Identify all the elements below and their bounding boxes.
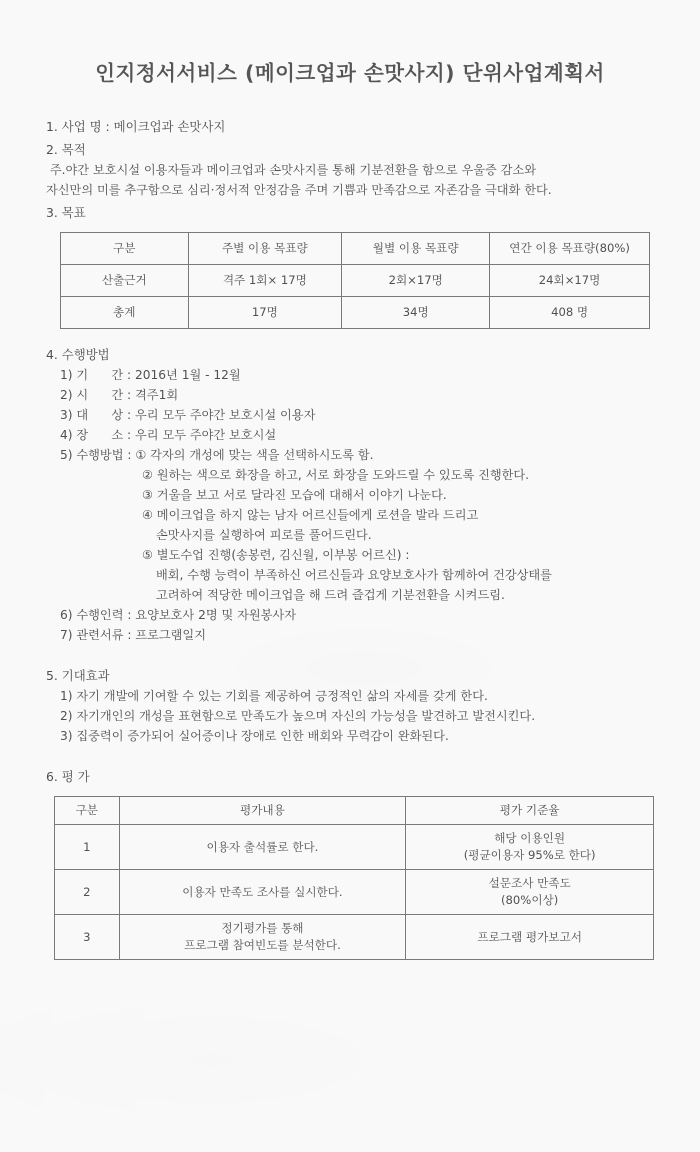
effect-item-3: 3) 집중력이 증가되어 실어증이나 장애로 인한 배회와 무력감이 완화된다. xyxy=(60,729,449,743)
method-documents: 7) 관련서류 : 프로그램일지 xyxy=(60,628,206,642)
document-body xyxy=(0,116,700,960)
section-1-heading: 1. 사업 명 : 메이크업과 손맛사지 xyxy=(46,119,226,134)
eval-row3-criteria: 프로그램 평가보고서 xyxy=(406,915,654,960)
section-4-heading: 4. 수행방법 xyxy=(46,347,110,362)
eval-row1-criteria-sub: (평균이용자 95%로 한다) xyxy=(463,848,596,862)
eval-row3-content-line-1: 정기평가를 통해 xyxy=(221,921,304,935)
method-step-4-cont: 손맛사지를 실행하여 피로를 풀어드린다. xyxy=(156,528,372,542)
eval-row1-criteria-main: 해당 이용인원 xyxy=(494,831,566,845)
goal-row1-monthly: 2회×17명 xyxy=(342,265,490,297)
goal-header-division: 구분 xyxy=(61,233,189,265)
goal-row2-annual: 408 명 xyxy=(490,297,650,329)
goal-row2-label: 총계 xyxy=(61,297,189,329)
eval-header-content: 평가내용 xyxy=(119,797,406,825)
method-step-5: ⑤ 별도수업 진행(송봉련, 김신월, 이부봉 어르신) : xyxy=(142,548,410,562)
method-target: 3) 대 상 : 우리 모두 주야간 보호시설 이용자 xyxy=(60,408,316,422)
eval-row1-no: 1 xyxy=(55,825,120,870)
purpose-line-2: 자신만의 미를 추구함으로 심리·정서적 안정감을 주며 기쁨과 만족감으로 자존감을 극대화 한다. xyxy=(46,183,552,197)
eval-row2-no: 2 xyxy=(55,870,120,915)
evaluation-table xyxy=(54,796,654,960)
table-row xyxy=(61,297,650,329)
eval-row2-criteria-sub: (80%이상) xyxy=(501,893,559,907)
eval-row1-content: 이용자 출석률로 한다. xyxy=(119,825,406,870)
goal-header-annual: 연간 이용 목표량(80%) xyxy=(490,233,650,265)
evaluation-table-header-row xyxy=(55,797,654,825)
effect-item-1: 1) 자기 개발에 기여할 수 있는 기회를 제공하여 긍정적인 삶의 자세를 갖게 한다. xyxy=(60,689,488,703)
method-procedure-label: 5) 수행방법 : ① 각자의 개성에 맞는 색을 선택하시도록 함. xyxy=(60,448,374,462)
goal-row1-weekly: 격주 1회× 17명 xyxy=(188,265,342,297)
table-row xyxy=(55,870,654,915)
section-2-heading: 2. 목적 xyxy=(46,142,86,157)
effect-item-2: 2) 자기개인의 개성을 표현함으로 만족도가 높으며 자신의 가능성을 발견하고 발전시킨다. xyxy=(60,709,536,723)
method-staff: 6) 수행인력 : 요양보호사 2명 및 자원봉사자 xyxy=(60,608,296,622)
method-step-2: ② 원하는 색으로 화장을 하고, 서로 화장을 도와드릴 수 있도록 진행한다. xyxy=(142,468,530,482)
table-row xyxy=(55,915,654,960)
table-row xyxy=(61,265,650,297)
method-period: 1) 기 간 : 2016년 1월 - 12월 xyxy=(60,368,241,382)
table-row xyxy=(55,825,654,870)
section-3-heading: 3. 목표 xyxy=(46,205,86,220)
eval-row3-no: 3 xyxy=(55,915,120,960)
goal-header-weekly: 주별 이용 목표량 xyxy=(188,233,342,265)
section-6-heading: 6. 평 가 xyxy=(46,769,90,784)
goal-table-header-row xyxy=(61,233,650,265)
goal-row1-annual: 24회×17명 xyxy=(490,265,650,297)
eval-row3-content-line-2: 프로그램 참여빈도를 분석한다. xyxy=(184,938,341,952)
eval-row2-content: 이용자 만족도 조사를 실시한다. xyxy=(119,870,406,915)
goal-table xyxy=(60,232,650,329)
eval-header-division: 구분 xyxy=(55,797,120,825)
eval-row3-content xyxy=(119,915,406,960)
page-title: 인지정서서비스 (메이크업과 손맛사지) 단위사업계획서 xyxy=(95,61,605,85)
eval-row2-criteria-main: 설문조사 만족도 xyxy=(488,876,571,890)
method-place: 4) 장 소 : 우리 모두 주야간 보호시설 xyxy=(60,428,277,442)
goal-row1-label: 산출근거 xyxy=(61,265,189,297)
eval-row2-criteria xyxy=(406,870,654,915)
method-step-4: ④ 메이크업을 하지 않는 남자 어르신들에게 로션을 발라 드리고 xyxy=(142,508,479,522)
goal-header-monthly: 월별 이용 목표량 xyxy=(342,233,490,265)
eval-row1-criteria xyxy=(406,825,654,870)
method-step-5-cont-1: 배회, 수행 능력이 부족하신 어르신들과 요양보호사가 함께하여 건강상태를 xyxy=(156,568,552,582)
section-5-heading: 5. 기대효과 xyxy=(46,668,110,683)
method-step-5-cont-2: 고려하여 적당한 메이크업을 해 드려 즐겁게 기분전환을 시켜드림. xyxy=(156,588,505,602)
method-time: 2) 시 간 : 격주1회 xyxy=(60,388,179,402)
eval-header-criteria: 평가 기준율 xyxy=(406,797,654,825)
goal-row2-weekly: 17명 xyxy=(188,297,342,329)
goal-row2-monthly: 34명 xyxy=(342,297,490,329)
method-step-3: ③ 거울을 보고 서로 달라진 모습에 대해서 이야기 나눈다. xyxy=(142,488,447,502)
purpose-line-1: 주.야간 보호시설 이용자들과 메이크업과 손맛사지를 통해 기분전환을 함으로 우울증 감소와 xyxy=(46,163,536,177)
